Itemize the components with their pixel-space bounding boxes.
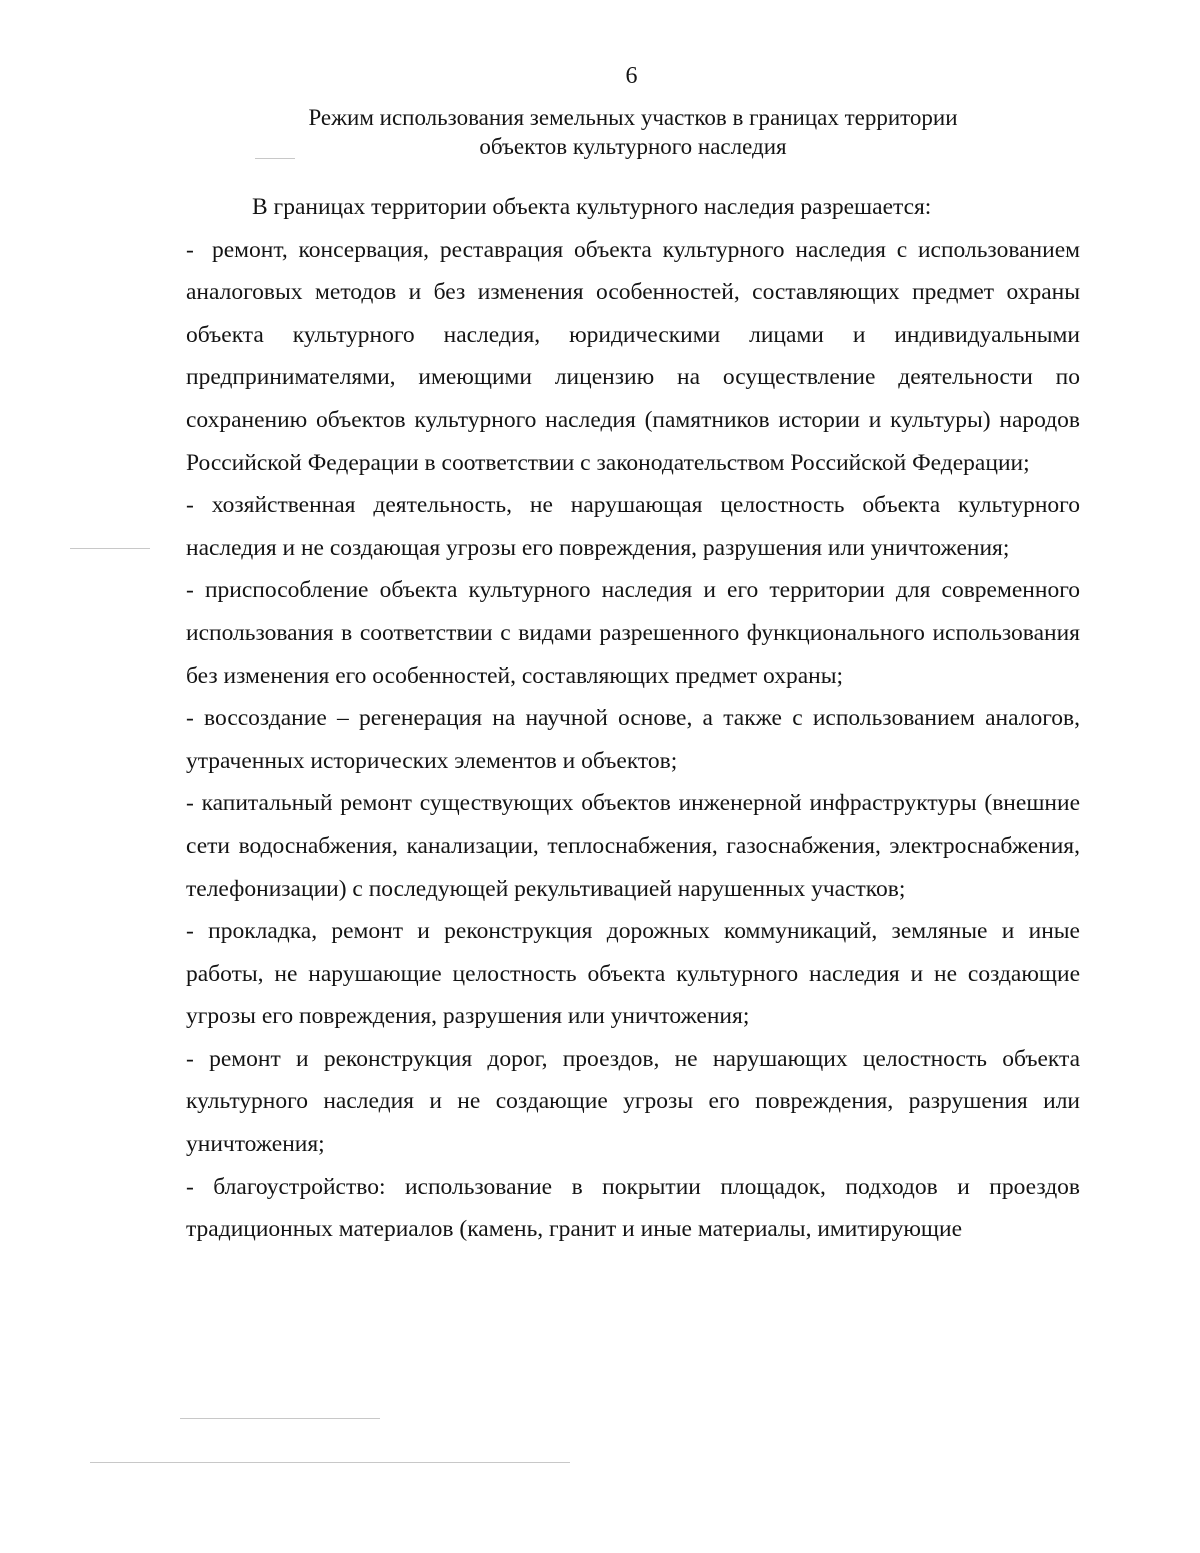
list-item-4: - воссоздание – регенерация на научной основе, а также с использованием аналогов, утраченных исторических элементов и объектов;	[186, 705, 1080, 774]
intro-paragraph: В границах территории объекта культурного наследия разрешается:	[252, 194, 932, 220]
heading-line-2: объектов культурного наследия	[479, 134, 787, 159]
list-dash: -	[186, 236, 194, 263]
list-item-2: - хозяйственная деятельность, не нарушающая целостность объекта культурного наследия и не создающая угрозы его повреждения, разрушения или уничтожения;	[186, 492, 1080, 561]
page-number: 6	[625, 63, 638, 89]
list-item-6: - прокладка, ремонт и реконструкция дорожных коммуникаций, земляные и иные работы, не нарушающие целостность объекта культурного наследия и не создающие угрозы его повреждения, разрушения или уничтожения;	[186, 918, 1080, 1030]
scan-speck	[70, 548, 150, 549]
section-heading	[186, 103, 1080, 161]
list-item-7: - ремонт и реконструкция дорог, проездов, не нарушающих целостность объекта культурного наследия и не создающие угрозы его повреждения, разрушения или уничтожения;	[186, 1045, 1080, 1158]
list-item-5: - капитальный ремонт существующих объектов инженерной инфраструктуры (внешние сети водоснабжения, канализации, теплоснабжения, газоснабжения, электроснабжения, телефонизации) с последующей рекультивацией нарушенных участков;	[186, 790, 1080, 902]
list-item-8: - благоустройство: использование в покрытии площадок, подходов и проездов традиционных материалов (камень, гранит и иные материалы, имитирующие	[186, 1173, 1080, 1243]
list-item-1-text: ремонт, консервация, реставрация объекта культурного наследия с использованием аналоговых методов и без изменения особенностей, составляющих предмет охраны объекта культурного наследия, юридическими лицами и индивидуальными предпринимателями, имеющими лицензию на осуществление деятельности по сохранению объектов культурного наследия (памятников истории и культуры) народов Российской Федерации в соответствии с законодательством Российской Федерации;	[186, 236, 1080, 476]
heading-line-1: Режим использования земельных участков в границах территории	[308, 105, 958, 130]
document-body	[186, 186, 1080, 1251]
list-item-3: - приспособление объекта культурного наследия и его территории для современного использования в соответствии с видами разрешенного функционального использования без изменения его особенностей, составляющих предмет охраны;	[186, 577, 1080, 689]
list-item-1	[186, 229, 1080, 485]
scan-speck	[180, 1418, 380, 1419]
scan-speck	[90, 1462, 570, 1463]
scan-speck	[255, 158, 295, 159]
